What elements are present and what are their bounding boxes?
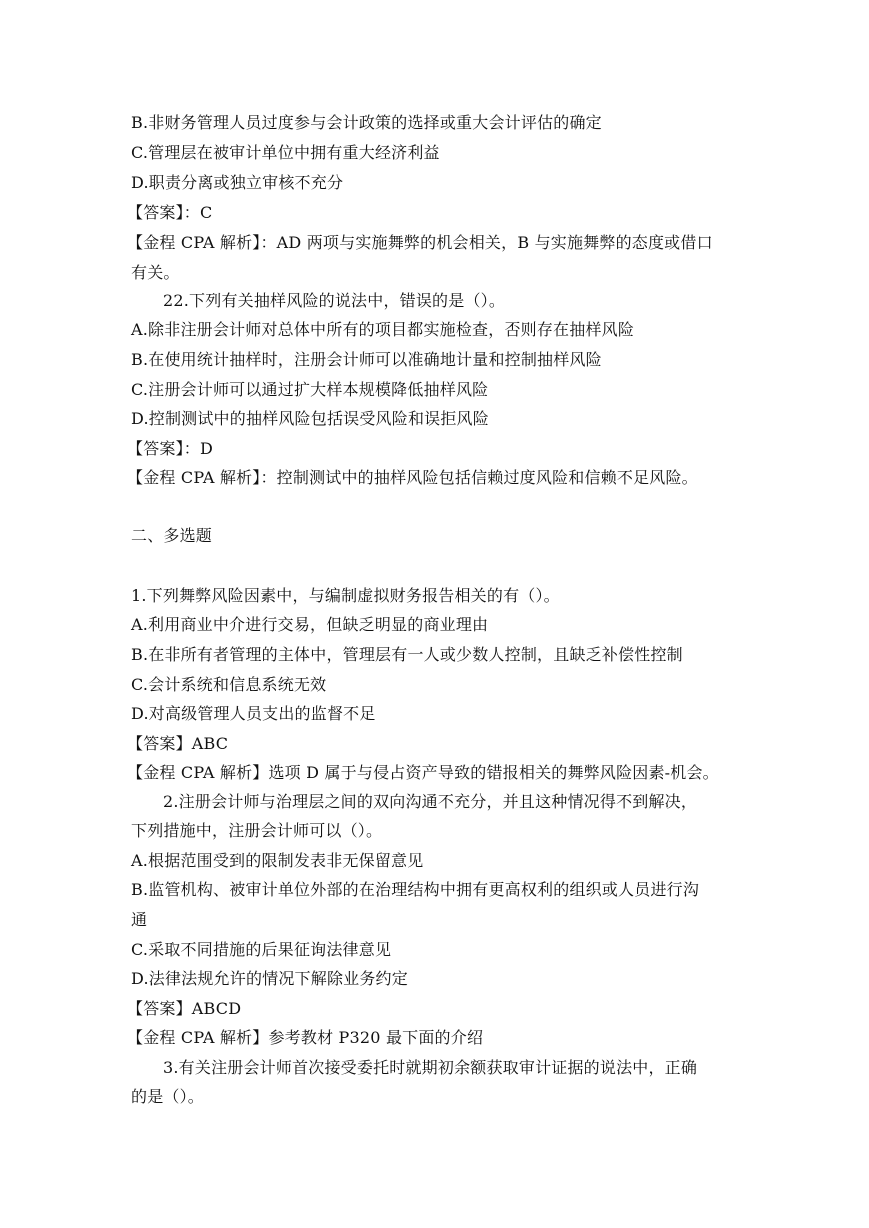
question-1: 1.下列舞弊风险因素中，与编制虚拟财务报告相关的有（）。 [131, 586, 560, 605]
option-d-q1: D.对高级管理人员支出的监督不足 [131, 704, 376, 723]
option-a-q22: A.除非注册会计师对总体中所有的项目都实施检查，否则存在抽样风险 [131, 320, 635, 339]
option-b-q2: B.监管机构、被审计单位外部的在治理结构中拥有更高权利的组织或人员进行沟 [131, 880, 700, 899]
analysis-q21: 【金程 CPA 解析】：AD 两项与实施舞弊的机会相关，B 与实施舞弊的态度或借口 [127, 233, 713, 252]
question-3: 3.有关注册会计师首次接受委托时就期初余额获取审计证据的说法中，正确 [163, 1058, 698, 1077]
answer-q22: 【答案】：D [127, 439, 214, 458]
option-d-q22: D.控制测试中的抽样风险包括误受风险和误拒风险 [131, 409, 489, 428]
answer-q1: 【答案】ABC [127, 734, 229, 753]
answer-q2: 【答案】ABCD [127, 999, 242, 1018]
question-2: 2.注册会计师与治理层之间的双向沟通不充分，并且这种情况得不到解决， [163, 792, 698, 811]
analysis-q2: 【金程 CPA 解析】参考教材 P320 最下面的介绍 [127, 1028, 484, 1047]
analysis-q21-cont: 有关。 [131, 263, 180, 282]
option-a-q1: A.利用商业中介进行交易，但缺乏明显的商业理由 [131, 615, 489, 634]
option-c-q21: C.管理层在被审计单位中拥有重大经济利益 [131, 143, 440, 162]
option-d-q2: D.法律法规允许的情况下解除业务约定 [131, 969, 408, 988]
option-b-q2-cont: 通 [131, 910, 148, 929]
answer-q21: 【答案】：C [127, 203, 213, 222]
option-b-q21: B.非财务管理人员过度参与会计政策的选择或重大会计评估的确定 [131, 113, 602, 132]
analysis-q22: 【金程 CPA 解析】：控制测试中的抽样风险包括信赖过度风险和信赖不足风险。 [127, 468, 698, 487]
option-b-q22: B.在使用统计抽样时，注册会计师可以准确地计量和控制抽样风险 [131, 350, 602, 369]
question-22: 22.下列有关抽样风险的说法中，错误的是（）。 [163, 291, 506, 310]
option-b-q1: B.在非所有者管理的主体中，管理层有一人或少数人控制，且缺乏补偿性控制 [131, 645, 683, 664]
question-2-cont: 下列措施中，注册会计师可以（）。 [131, 821, 383, 840]
option-c-q22: C.注册会计师可以通过扩大样本规模降低抽样风险 [131, 380, 489, 399]
option-a-q2: A.根据范围受到的限制发表非无保留意见 [131, 851, 424, 870]
option-c-q2: C.采取不同措施的后果征询法律意见 [131, 940, 392, 959]
option-d-q21: D.职责分离或独立审核不充分 [131, 173, 344, 192]
option-c-q1: C.会计系统和信息系统无效 [131, 675, 327, 694]
section-heading-multiple-choice: 二、多选题 [131, 526, 213, 545]
analysis-q1: 【金程 CPA 解析】选项 D 属于与侵占资产导致的错报相关的舞弊风险因素-机会。 [127, 763, 719, 782]
question-3-cont: 的是（）。 [131, 1087, 205, 1106]
